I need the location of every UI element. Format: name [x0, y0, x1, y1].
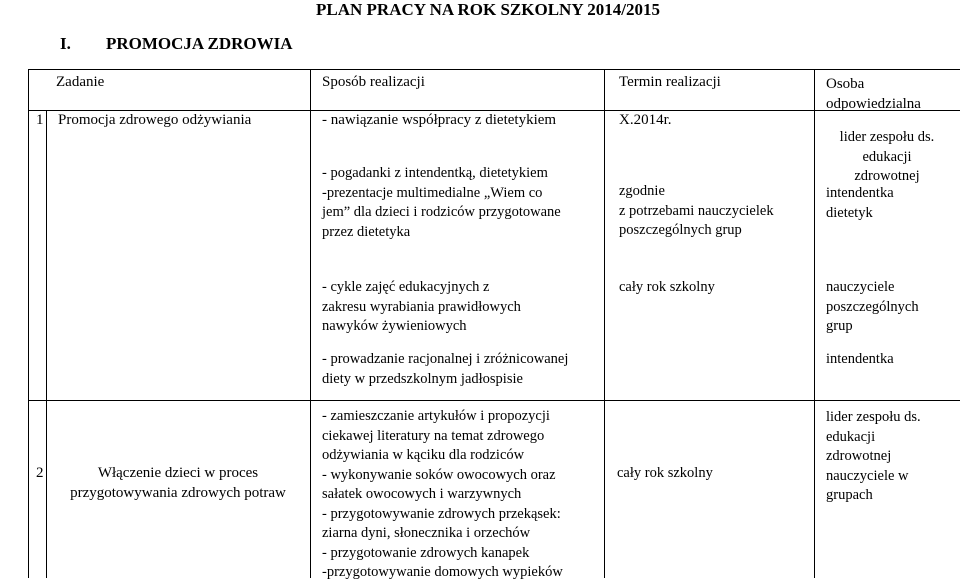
responsible-line: poszczególnych — [826, 298, 919, 315]
header-responsible — [826, 74, 946, 114]
responsible-line: grup — [826, 318, 853, 334]
row1-task: Promocja zdrowego odżywiania — [58, 112, 252, 128]
method-line: zakresu wyrabiania prawidłowych — [322, 298, 521, 315]
method-line: jem” dla dzieci i rodziców przygotowane — [322, 204, 561, 220]
deadline-line: zgodnie — [619, 183, 665, 199]
section-title: PROMOCJA ZDROWIA — [106, 34, 293, 53]
method-line: przez dietetyka — [322, 223, 411, 240]
responsible-line: dietetyk — [826, 204, 873, 221]
method-line: diety w przedszkolnym jadłospisie — [322, 370, 523, 387]
method-line: nawyków żywieniowych — [322, 318, 467, 334]
row1-method-classes — [322, 278, 521, 337]
section-number: I. — [60, 34, 71, 53]
responsible-line: zdrowotnej — [826, 448, 892, 464]
responsible-line: lider zespołu ds. — [826, 409, 921, 425]
method-line: odżywiania w kąciku dla rodziców — [322, 447, 525, 463]
method-line: - prowadzanie racjonalnej i zróżnicowanej — [322, 351, 569, 367]
row2-deadline: cały rok szkolny — [617, 465, 713, 481]
page-title: PLAN PRACY NA ROK SZKOLNY 2014/2015 — [316, 0, 660, 19]
table-left-border — [28, 69, 29, 578]
section-heading — [60, 34, 293, 54]
header-responsible-line2: odpowiedzialna — [826, 96, 921, 112]
row1-responsible-teachers — [826, 278, 919, 337]
method-line: sałatek owocowych i warzywnych — [322, 486, 522, 502]
header-method: Sposób realizacji — [322, 74, 425, 90]
method-line: ciekawej literatury na temat zdrowego — [322, 427, 545, 444]
task-line: Włączenie dzieci w proces — [97, 465, 259, 481]
method-line: - wykonywanie soków owocowych oraz — [322, 466, 556, 483]
row1-method — [322, 111, 556, 131]
method-line: - zamieszczanie artykułów i propozycji — [322, 408, 550, 424]
method-column-border — [604, 69, 605, 578]
responsible-line: lider zespołu ds. — [839, 129, 935, 145]
responsible-line: grupach — [826, 487, 873, 503]
deadline-line: z potrzebami nauczycielek — [619, 202, 774, 219]
row2-responsible — [826, 408, 921, 506]
responsible-line: nauczyciele — [826, 279, 895, 295]
row1-responsible-intendent: intendentka — [826, 351, 894, 367]
row1-method-diet — [322, 350, 568, 389]
method-line: - pogadanki z intendentką, dietetykiem — [322, 165, 548, 181]
table-top-border — [28, 69, 960, 70]
row2-number: 2 — [36, 465, 44, 481]
responsible-line: edukacji — [862, 148, 912, 165]
method-line: - nawiązanie współpracy z dietetykiem — [322, 112, 557, 128]
row1-deadline-date: X.2014r. — [619, 112, 672, 128]
method-line: -prezentacje multimedialne „Wiem co — [322, 184, 543, 201]
number-column-border — [46, 110, 47, 578]
row1-responsible-staff — [826, 184, 894, 223]
responsible-line: zdrowotnej — [854, 168, 920, 184]
task-column-border — [310, 69, 311, 578]
method-line: -przygotowywanie domowych wypieków — [322, 564, 563, 580]
method-line: - przygotowywanie zdrowych przekąsek: — [322, 505, 561, 522]
deadline-line: poszczególnych grup — [619, 222, 742, 238]
responsible-line: edukacji — [826, 428, 876, 445]
method-line: - przygotowanie zdrowych kanapek — [322, 544, 530, 561]
method-line: - cykle zajęć edukacyjnych z — [322, 279, 490, 295]
header-deadline: Termin realizacji — [619, 74, 721, 90]
row1-number: 1 — [36, 112, 44, 128]
header-responsible-line1: Osoba — [826, 76, 865, 92]
row-divider — [28, 400, 960, 401]
header-task: Zadanie — [56, 74, 105, 90]
row2-method — [322, 407, 563, 583]
row1-method-talks — [322, 164, 561, 242]
row2-task — [46, 464, 310, 503]
row1-responsible-leader — [814, 128, 960, 187]
responsible-line: nauczyciele w — [826, 467, 909, 484]
row1-deadline-year: cały rok szkolny — [619, 279, 715, 295]
responsible-line: intendentka — [826, 185, 894, 201]
method-line: ziarna dyni, słonecznika i orzechów — [322, 525, 531, 541]
row1-deadline-needs — [619, 182, 774, 241]
task-line: przygotowywania zdrowych potraw — [70, 484, 286, 501]
